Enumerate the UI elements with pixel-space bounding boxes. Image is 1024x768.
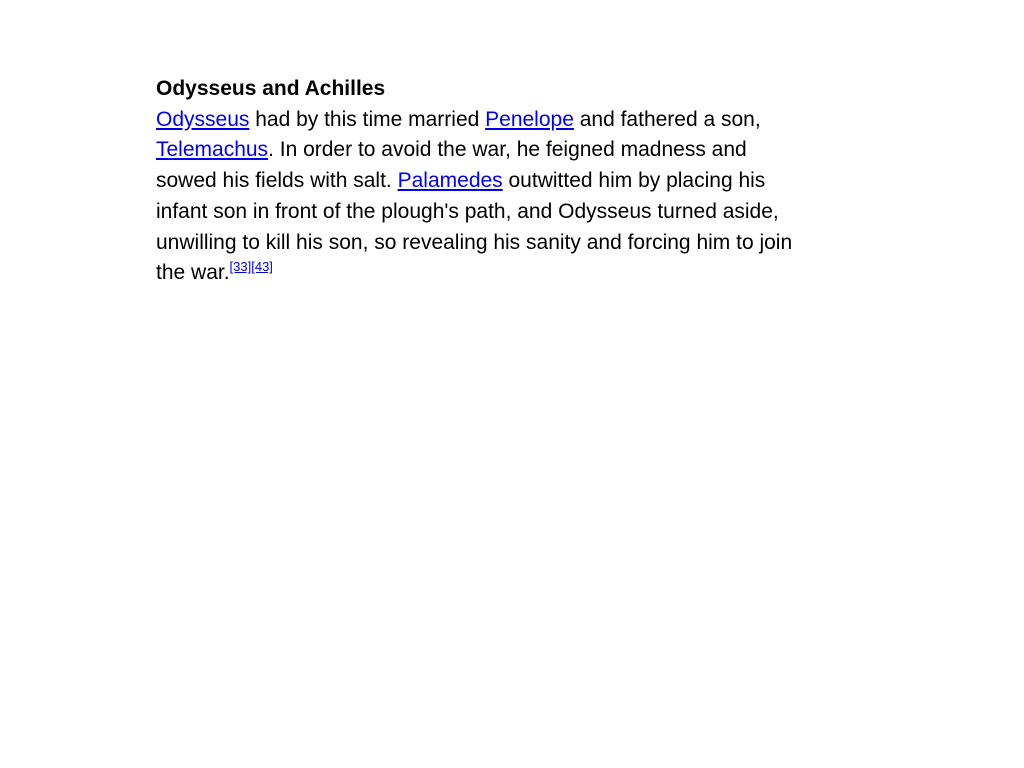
citation-group xyxy=(230,259,273,274)
body-paragraph xyxy=(156,105,806,289)
link-telemachus[interactable]: Telemachus xyxy=(156,138,269,162)
citation-link-33[interactable]: [33] xyxy=(229,259,252,275)
paragraph-text-3: . In order to avoid the war, he feigned madness and sowed his fields with salt. xyxy=(156,138,747,193)
citation-link-43[interactable]: [43] xyxy=(251,259,273,275)
paragraph-text-4: outwitted him by placing his infant son in front of the plough's path, and Odysseus turned aside, unwilling to kill his son, so revealing his sanity and forcing him to join the war. xyxy=(156,169,793,285)
section-heading: Odysseus and Achilles xyxy=(156,77,386,100)
text-box xyxy=(156,74,806,289)
link-odysseus[interactable]: Odysseus xyxy=(156,107,250,131)
link-penelope[interactable]: Penelope xyxy=(485,107,574,131)
paragraph-text-1: had by this time married xyxy=(249,107,486,131)
paragraph-text-2: and fathered a son, xyxy=(573,107,761,131)
link-palamedes[interactable]: Palamedes xyxy=(397,169,503,193)
